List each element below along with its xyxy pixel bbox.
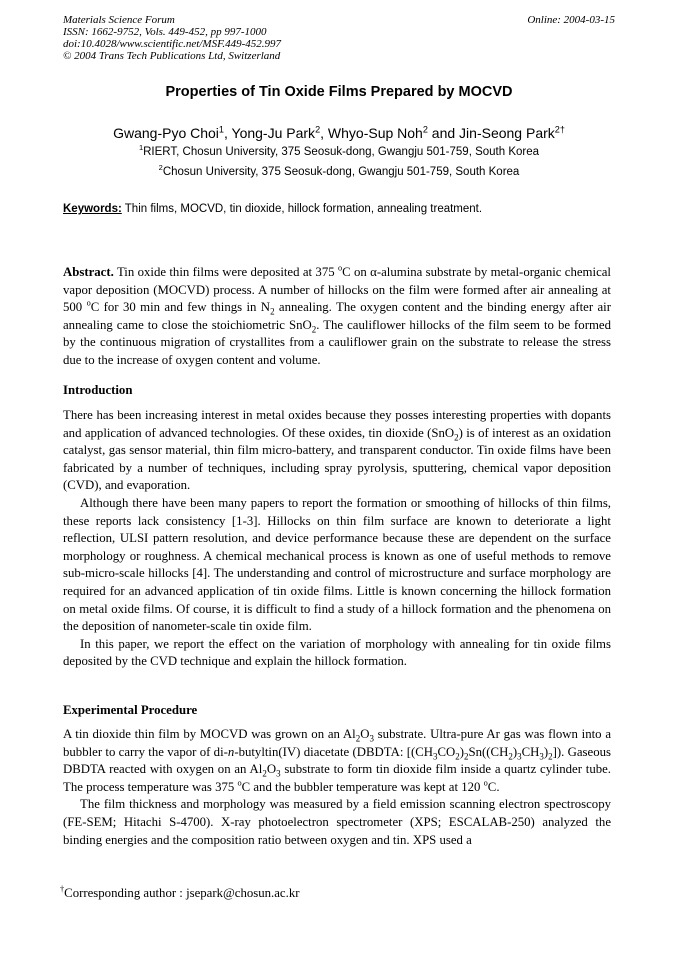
- paragraph: There has been increasing interest in metal oxides because they posses interesting properties with dopants and application of advanced technologies. Of these oxides, tin dioxide (SnO$_2$) is of interest as an oxidation catalyst, gas sensor material, thin film micro-battery, and transparent conductor. Tin oxide films have been fabricated by a number of techniques, including spray pyrolysis, sputtering, chemical vapor deposition (CVD), and evaporation.: [63, 408, 611, 493]
- footnote: [60, 886, 299, 901]
- abstract: [63, 264, 611, 370]
- issn-line: ISSN: 1662-9752, Vols. 449-452, pp 997-1000: [63, 26, 267, 38]
- abstract-label: Abstract.: [63, 265, 114, 279]
- introduction-body: [63, 407, 611, 671]
- affiliation-2: $^2$Chosun University, 375 Seosuk-dong, Gwangju 501-759, South Korea: [158, 163, 520, 178]
- affiliation-1: $^1$RIERT, Chosun University, 375 Seosuk-dong, Gwangju 501-759, South Korea: [138, 143, 540, 158]
- copyright-line: © 2004 Trans Tech Publications Ltd, Switzerland: [63, 50, 281, 62]
- doi-line: doi:10.4028/www.scientific.net/MSF.449-452.997: [63, 38, 282, 50]
- journal-header: [63, 14, 615, 62]
- footnote-mark: †: [60, 884, 65, 894]
- paragraph: Although there have been many papers to report the formation or smoothing of hillocks of thin films, these reports lack consistency [1-3]. Hillocks on thin film surface are known to deteriorate a light reflection, ULSI pattern resolution, and device performance because these are dependent on the surface morphology or roughness. A chemical mechanical process is known as one of useful methods to remove sub-micro-scale hillocks [4]. The understanding and control of microstructure and surface morphology are required for an advanced application of tin oxide films. Little is known concerning the hillock formation on metal oxide films. Of course, it is difficult to find a study of a hillock formation and the phenomena on the deposition of nanometer-scale tin oxide film.: [63, 495, 611, 634]
- section-heading-introduction: Introduction: [63, 383, 133, 397]
- abstract-text: Tin oxide thin films were deposited at 375 $^o$C on α-alumina substrate by metal-organic chemical vapor deposition (MOCVD) process. A number of hillocks on the film were formed after air annealing at 500 $^o$C for 30 min and few things in $N_2$ annealing. The oxygen content and the binding energy after air annealing came to close the stoichiometric SnO$_2$. The cauliflower hillocks of the film seem to be formed by the continuous migration of crystallites from a cauliflower grain on the substrate to release the stress due to the increase of oxygen content and volume.: [63, 263, 612, 367]
- keywords-label: Keywords:: [63, 203, 122, 215]
- author-3: Whyo-Sup Noh$^2$ and: [327, 124, 460, 141]
- paragraph: In this paper, we report the effect on the variation of morphology with annealing for tin oxide films deposited by the CVD technique and explain the hillock formation.: [63, 636, 611, 669]
- paper-title: Properties of Tin Oxide Films Prepared by MOCVD: [165, 84, 513, 100]
- author-list: [0, 125, 678, 141]
- experimental-body: [63, 726, 611, 849]
- online-date: Online: 2004-03-15: [527, 14, 615, 26]
- keywords-text: Thin films, MOCVD, tin dioxide, hillock formation, annealing treatment.: [121, 203, 483, 215]
- paragraph: The film thickness and morphology was measured by a field emission scanning electron spectroscopy (FE-SEM; Hitachi S-4700). X-ray photoelectron spectrometer (XPS; ESCALAB-250) analyzed the binding energies and the composition ratio between oxygen and tin. XPS used a: [63, 797, 611, 847]
- paragraph: A tin dioxide thin film by MOCVD was grown on an $Al_2O_3$ substrate. Ultra-pure Ar gas was flown into a bubbler to carry the vapor of di-n-butyltin(IV) diacetate (DBDTA: $[(CH_3CO_2)_2Sn((CH_2)_3CH_3)_2]$). Gaseous DBDTA reacted with oxygen on an $Al_2O_3$ substrate to form tin dioxide film inside a quartz cylinder tube. The process temperature was 375 $^o$C and the bubbler temperature was kept at 120 $^o$C.: [63, 727, 611, 794]
- keywords: [63, 203, 482, 215]
- author-1: Gwang-Pyo Choi$^1$,: [113, 124, 232, 141]
- footnote-text: Corresponding author : jsepark@chosun.ac.kr: [64, 886, 300, 900]
- author-4: Jin-Seong Park$^{2\dagger}$: [459, 124, 565, 141]
- journal-name: Materials Science Forum: [63, 14, 175, 26]
- section-heading-experimental: Experimental Procedure: [63, 703, 198, 717]
- author-2: Yong-Ju Park$^2$,: [231, 124, 328, 141]
